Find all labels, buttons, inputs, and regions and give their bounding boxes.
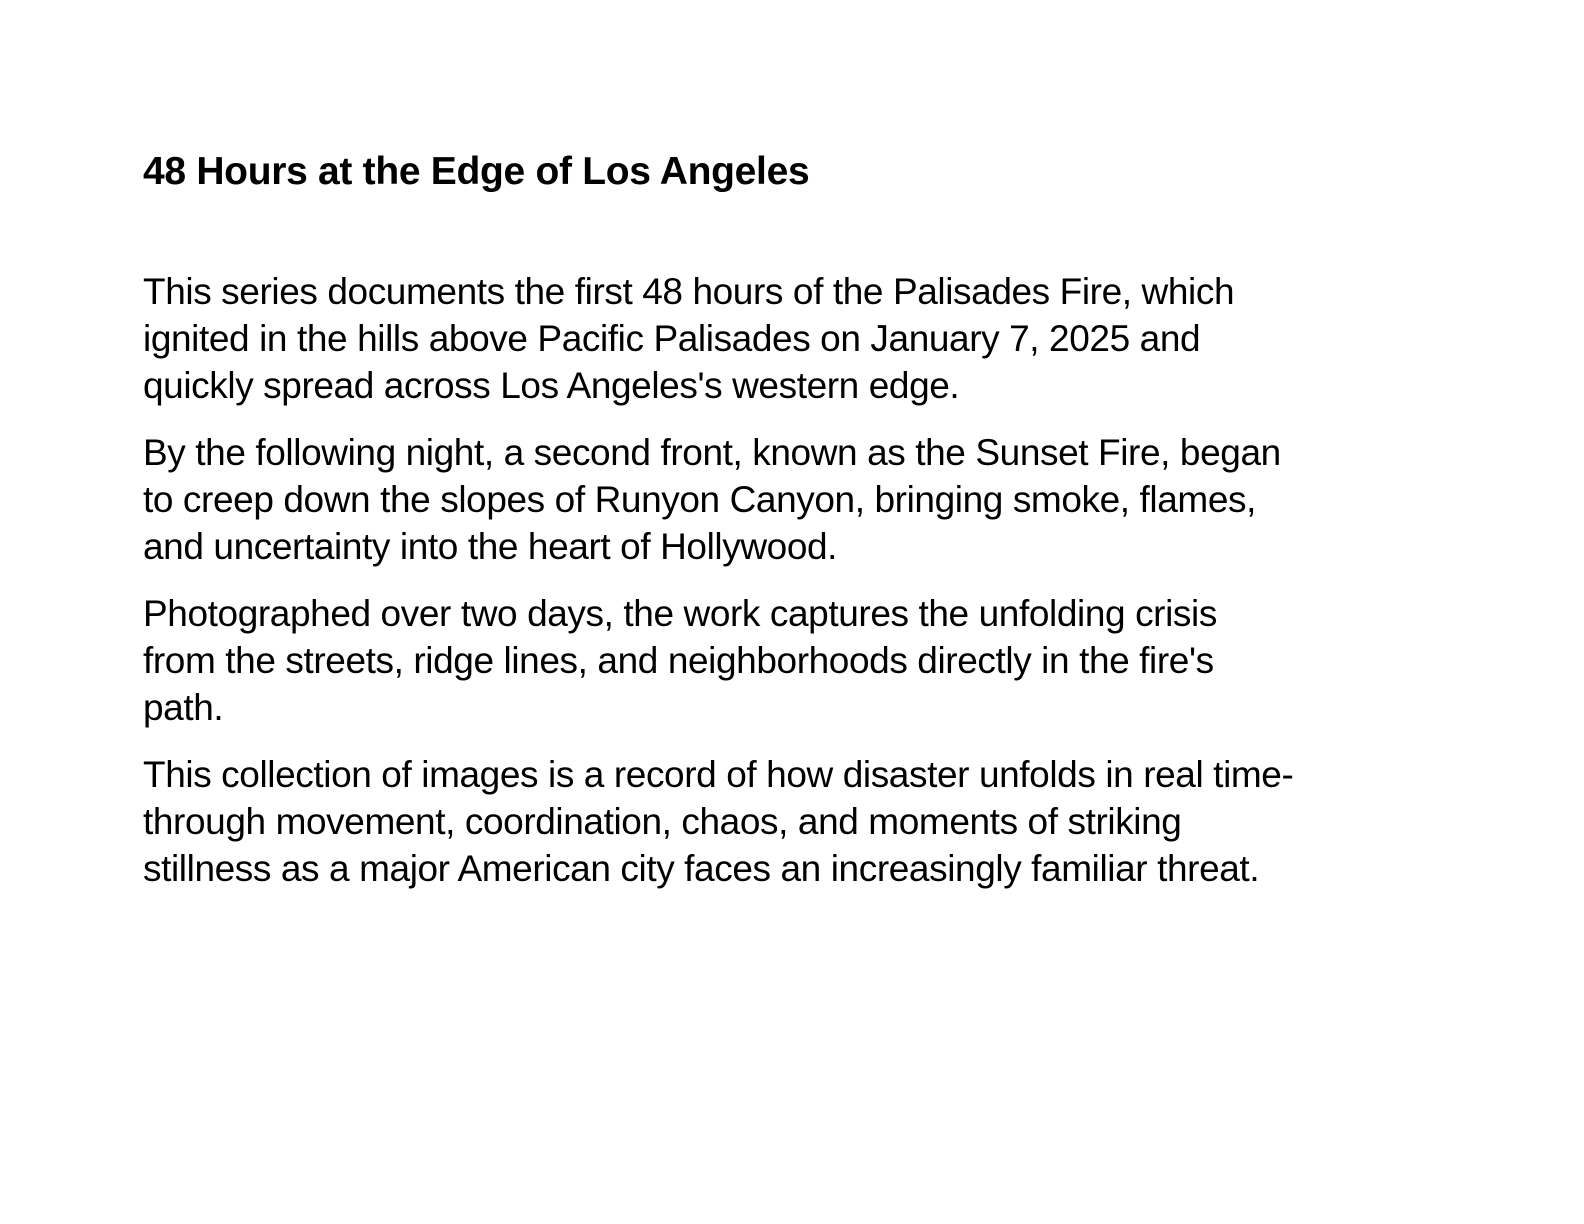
paragraph-3 [143,590,1473,731]
paragraph-line: through movement, coordination, chaos, and moments of striking [143,801,1182,842]
paragraph-line: path. [143,687,224,728]
paragraph-line: ignited in the hills above Pacific Palisades on January 7, 2025 and [143,318,1201,359]
paragraph-line: By the following night, a second front, known as the Sunset Fire, began [143,432,1281,473]
paragraph-1 [143,268,1473,409]
paragraph-line: quickly spread across Los Angeles's western edge. [143,365,960,406]
paragraph-line: Photographed over two days, the work captures the unfolding crisis [143,593,1217,634]
paragraph-line: from the streets, ridge lines, and neighborhoods directly in the fire's [143,640,1214,681]
paragraph-line: stillness as a major American city faces an increasingly familiar threat. [143,848,1260,889]
paragraph-line: and uncertainty into the heart of Hollywood. [143,526,838,567]
paragraph-2 [143,429,1473,570]
document-title: 48 Hours at the Edge of Los Angeles [143,150,810,193]
paragraph-line: This series documents the first 48 hours of the Palisades Fire, which [143,271,1235,312]
document-page [143,146,1473,912]
paragraph-4 [143,751,1473,892]
paragraph-line: to creep down the slopes of Runyon Canyon, bringing smoke, flames, [143,479,1257,520]
paragraph-line: This collection of images is a record of how disaster unfolds in real time- [143,754,1294,795]
document-body [143,268,1473,892]
